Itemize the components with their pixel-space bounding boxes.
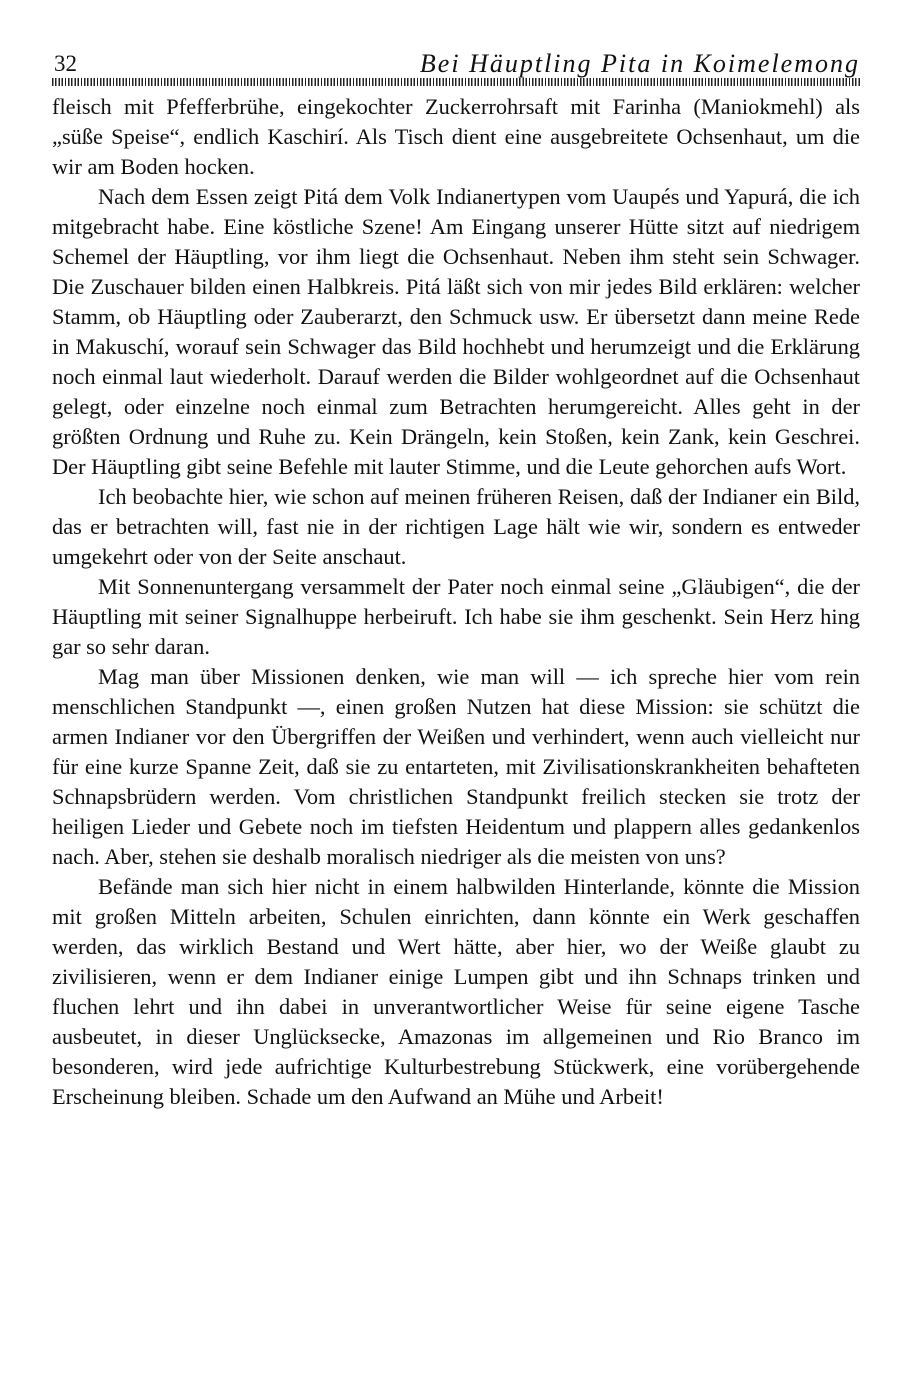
paragraph-4: Mit Sonnenuntergang versammelt der Pater noch einmal seine „Gläubigen“, die der Häuptling mit seiner Signalhuppe herbeiruft. Ich habe sie ihm geschenkt. Sein Herz hing gar so sehr daran. <box>52 574 860 659</box>
book-page <box>52 48 860 1112</box>
body-text <box>52 92 860 1112</box>
paragraph-5: Mag man über Missionen denken, wie man will — ich spreche hier vom rein menschlichen Standpunkt —, einen großen Nutzen hat diese Mission: sie schützt die armen Indianer vor den Übergriffen der Weißen und verhindert, wenn auch vielleicht nur für eine kurze Spanne Zeit, daß sie zu entarteten, mit Zivilisationskrankheiten behafteten Schnapsbrüdern werden. Vom christlichen Standpunkt freilich stecken sie trotz der heiligen Lieder und Gebete noch im tiefsten Heidentum und plappern alles gedankenlos nach. Aber, stehen sie deshalb moralisch niedriger als die meisten von uns? <box>52 664 860 869</box>
header-rule <box>52 78 860 86</box>
paragraph-1: fleisch mit Pfefferbrühe, eingekochter Zuckerrohrsaft mit Farinha (Maniokmehl) als „süße Speise“, endlich Kaschirí. Als Tisch dient eine ausgebreitete Ochsenhaut, um die wir am Boden hocken. <box>52 94 860 179</box>
page-number: 32 <box>54 51 77 76</box>
running-head <box>52 48 860 78</box>
running-title: Bei Häuptling Pita in Koimelemong <box>419 49 860 78</box>
paragraph-3: Ich beobachte hier, wie schon auf meinen früheren Reisen, daß der Indianer ein Bild, das er betrachten will, fast nie in der richtigen Lage hält wie wir, sondern es entweder umgekehrt oder von der Seite anschaut. <box>52 484 860 569</box>
paragraph-6: Befände man sich hier nicht in einem halbwilden Hinterlande, könnte die Mission mit großen Mitteln arbeiten, Schulen einrichten, dann könnte ein Werk geschaffen werden, das wirklich Bestand und Wert hätte, aber hier, wo der Weiße glaubt zu zivilisieren, wenn er dem Indianer einige Lumpen gibt und ihn Schnaps trinken und fluchen lehrt und ihn dabei in unverantwortlicher Weise für seine eigene Tasche ausbeutet, in dieser Unglücksecke, Amazonas im allgemeinen und Rio Branco im besonderen, wird jede aufrichtige Kulturbestrebung Stückwerk, eine vorübergehende Erscheinung bleiben. Schade um den Aufwand an Mühe und Arbeit! <box>52 874 860 1109</box>
paragraph-2: Nach dem Essen zeigt Pitá dem Volk Indianertypen vom Uaupés und Yapurá, die ich mitgebracht habe. Eine köstliche Szene! Am Eingang unserer Hütte sitzt auf niedrigem Schemel der Häuptling, vor ihm liegt die Ochsenhaut. Neben ihm steht sein Schwager. Die Zuschauer bilden einen Halbkreis. Pitá läßt sich von mir jedes Bild erklären: welcher Stamm, ob Häuptling oder Zauberarzt, den Schmuck usw. Er übersetzt dann meine Rede in Makuschí, worauf sein Schwager das Bild hochhebt und herumzeigt und die Erklärung noch einmal laut wiederholt. Darauf werden die Bilder wohlgeordnet auf die Ochsenhaut gelegt, oder einzelne noch einmal zum Betrachten herumgereicht. Alles geht in der größten Ordnung und Ruhe zu. Kein Drängeln, kein Stoßen, kein Zank, kein Geschrei. Der Häuptling gibt seine Befehle mit lauter Stimme, und die Leute gehorchen aufs Wort. <box>52 184 860 479</box>
